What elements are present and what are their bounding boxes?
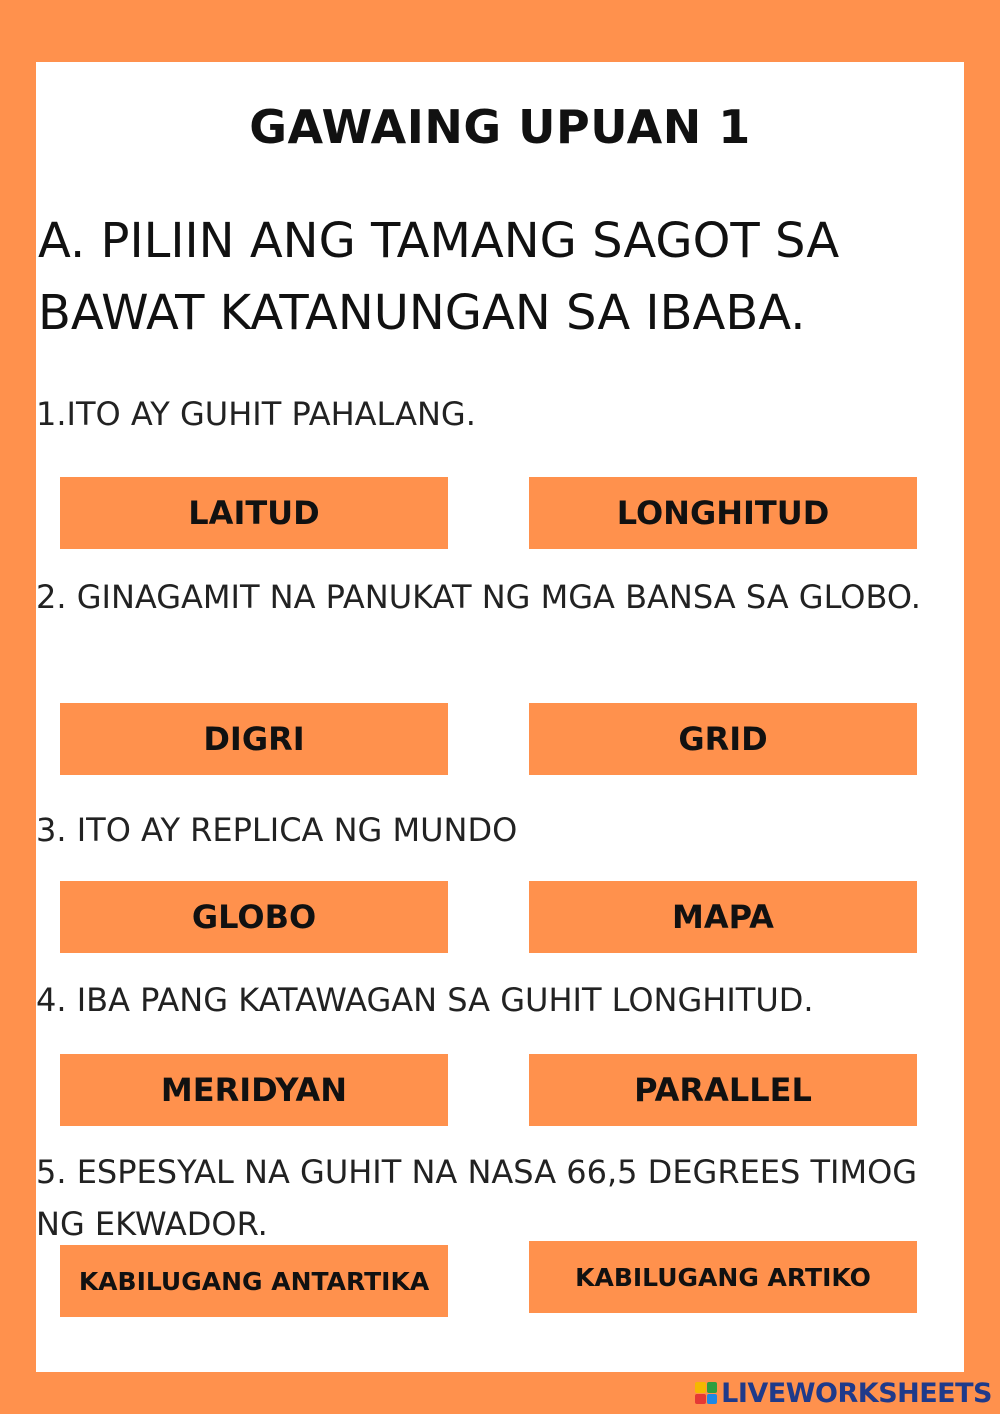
logo-square-2 bbox=[707, 1382, 718, 1393]
option-5a-button[interactable]: KABILUGANG ANTARTIKA bbox=[60, 1245, 448, 1317]
logo-square-3 bbox=[695, 1394, 706, 1405]
instruction-text: A. PILIIN ANG TAMANG SAGOT SA BAWAT KATANUNGAN SA IBABA. bbox=[38, 213, 840, 341]
liveworksheets-brand bbox=[695, 1378, 992, 1408]
question-3: 3. ITO AY REPLICA NG MUNDO bbox=[36, 811, 518, 849]
question-5: 5. ESPESYAL NA GUHIT NA NASA 66,5 DEGREES TIMOG NG EKWADOR. bbox=[36, 1153, 918, 1243]
page-title: GAWAING UPUAN 1 bbox=[249, 100, 751, 154]
option-1b-button[interactable]: LONGHITUD bbox=[529, 477, 917, 549]
option-4a-button[interactable]: MERIDYAN bbox=[60, 1054, 448, 1126]
logo-square-4 bbox=[707, 1394, 718, 1405]
brand-text: LIVEWORKSHEETS bbox=[721, 1377, 992, 1409]
liveworksheets-logo-icon bbox=[695, 1382, 717, 1404]
question-4: 4. IBA PANG KATAWAGAN SA GUHIT LONGHITUD. bbox=[36, 981, 814, 1019]
option-3a-button[interactable]: GLOBO bbox=[60, 881, 448, 953]
option-2a-button[interactable]: DIGRI bbox=[60, 703, 448, 775]
option-4b-button[interactable]: PARALLEL bbox=[529, 1054, 917, 1126]
question-1: 1.ITO AY GUHIT PAHALANG. bbox=[36, 395, 476, 433]
option-5b-button[interactable]: KABILUGANG ARTIKO bbox=[529, 1241, 917, 1313]
question-2: 2. GINAGAMIT NA PANUKAT NG MGA BANSA SA GLOBO. bbox=[36, 578, 921, 616]
option-2b-button[interactable]: GRID bbox=[529, 703, 917, 775]
option-1a-button[interactable]: LAITUD bbox=[60, 477, 448, 549]
logo-square-1 bbox=[695, 1382, 706, 1393]
option-3b-button[interactable]: MAPA bbox=[529, 881, 917, 953]
